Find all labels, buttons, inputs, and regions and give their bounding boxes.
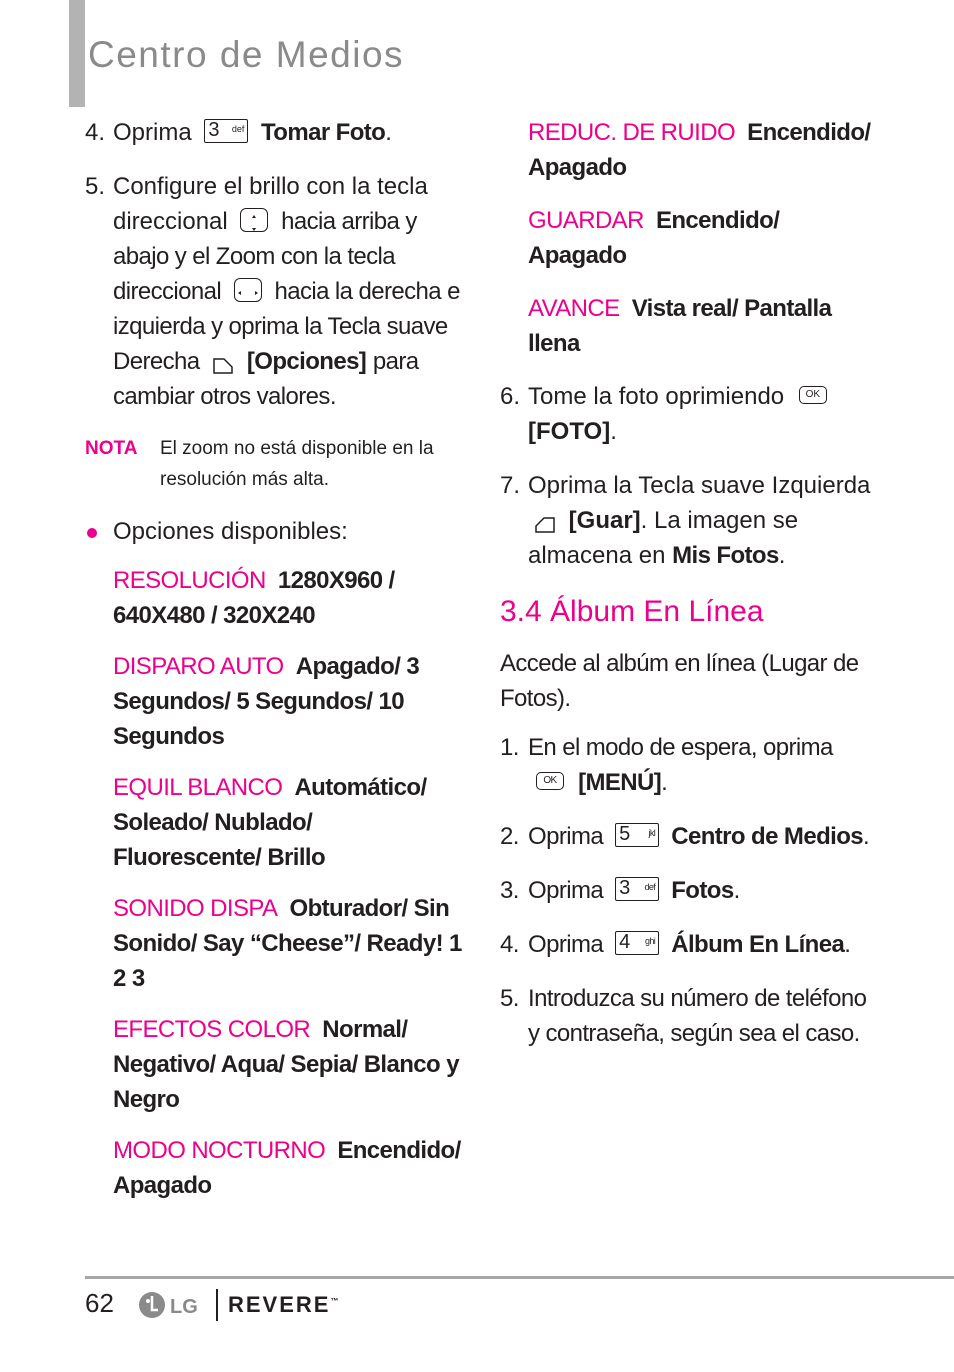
key-3-icon: 3 def	[204, 119, 248, 143]
brand-name: REVERE™	[228, 1292, 339, 1317]
option-avance	[500, 291, 880, 361]
list-item-album-3: 3. Oprima 3 def Fotos.	[500, 873, 880, 908]
option-value: Normal/ Negativo/ Aqua/ Sepia/ Blanco y Negro	[113, 1016, 459, 1113]
key-3-icon: 3 def	[615, 877, 659, 901]
option-modo-nocturno	[85, 1133, 465, 1203]
lg-logo	[138, 1290, 208, 1320]
ok-key-icon: OK	[799, 386, 827, 404]
step-number: 3.	[500, 877, 519, 904]
list-item-step5: 5. Configure el brillo con la tecla direccional hacia arriba y abajo y el Zoom con la tecla direccional hacia la derecha e izquierda y oprima la Tecla suave Derecha [Opciones] para cambiar otros valores.	[85, 169, 465, 414]
list-item-album-2: 2. Oprima 5 jkl Centro de Medios.	[500, 819, 880, 854]
list-item-album-5: 5. Introduzca su número de teléfono y contraseña, según sea el caso.	[500, 981, 880, 1051]
list-item-album-4: 4. Oprima 4 ghi Álbum En Línea.	[500, 927, 880, 962]
option-value: Encendido/ Apagado	[528, 207, 780, 269]
left-soft-key-icon	[534, 509, 556, 529]
page-title: Centro de Medios	[88, 34, 405, 75]
nav-key-leftright-icon	[234, 278, 262, 302]
ok-key-icon: OK	[536, 772, 564, 790]
header-bar	[69, 0, 85, 107]
step-number: 5.	[500, 985, 519, 1012]
option-label: MODO NOCTURNO	[113, 1137, 326, 1164]
nav-key-updown-icon	[240, 208, 268, 232]
step-action: Tomar Foto	[261, 119, 386, 146]
bullet-item: Opciones disponibles:	[85, 514, 465, 549]
list-item-step7: 7. Oprima la Tecla suave Izquierda [Guar]. La imagen se almacena en Mis Fotos.	[500, 468, 880, 573]
note-label: NOTA	[85, 438, 138, 459]
left-column	[85, 115, 465, 1219]
step-number: 6.	[500, 383, 521, 410]
logo-separator	[216, 1289, 218, 1321]
option-label: DISPARO AUTO	[113, 653, 284, 680]
option-value: Apagado/ 3 Segundos/ 5 Segundos/ 10 Segundos	[113, 653, 420, 750]
note-text: El zoom no está disponible en la resolución más alta.	[160, 438, 434, 490]
option-label: GUARDAR	[528, 207, 644, 234]
key-5-icon: 5 jkl	[615, 823, 659, 847]
option-guardar	[500, 203, 880, 273]
option-value: Encendido/ Apagado	[113, 1137, 461, 1199]
option-label: SONIDO DISPA	[113, 895, 278, 922]
logo-text: LG	[170, 1296, 198, 1318]
option-value: Encendido/ Apagado	[528, 119, 871, 181]
step-number: 4.	[500, 931, 519, 958]
step-number: 4.	[85, 119, 106, 146]
key-4-icon: 4 ghi	[615, 931, 659, 955]
list-item-step4: 4. Oprima 3 def Tomar Foto.	[85, 115, 465, 150]
option-value: 1280X960 / 640X480 / 320X240	[113, 567, 395, 629]
step-text: Configure el brillo con la tecla direccional	[113, 173, 428, 235]
step-number: 5.	[85, 173, 106, 200]
option-label: EQUIL BLANCO	[113, 774, 283, 801]
option-efectos-color	[85, 1012, 465, 1117]
bullet-dot-icon	[87, 528, 97, 538]
option-value: Obturador/ Sin Sonido/ Say “Cheese”/ Ready! 1 2 3	[113, 895, 462, 992]
section-intro: Accede al albúm en línea (Lugar de Fotos).	[500, 650, 859, 712]
right-column	[500, 115, 880, 1070]
right-soft-key-icon	[212, 350, 234, 370]
option-label: RESOLUCIÓN	[113, 567, 266, 594]
page-number: 62	[85, 1288, 114, 1318]
option-value: Vista real/ Pantalla llena	[528, 295, 832, 357]
step-number: 1.	[500, 734, 519, 761]
list-item-step6: 6. Tome la foto oprimiendo OK [FOTO].	[500, 379, 880, 449]
list-item-album-1: 1. En el modo de espera, oprima OK [MENÚ].	[500, 730, 880, 800]
step-number: 7.	[500, 472, 521, 499]
option-value: Automático/ Soleado/ Nublado/ Fluorescente/ Brillo	[113, 774, 427, 871]
footer-rule	[85, 1276, 954, 1279]
step-text: Oprima	[113, 119, 192, 146]
section-heading: 3.4 Álbum En Línea	[500, 595, 764, 628]
option-equil-blanco	[85, 770, 465, 875]
option-disparo-auto	[85, 649, 465, 754]
note	[85, 433, 465, 495]
option-label: REDUC. DE RUIDO	[528, 119, 736, 146]
step-number: 2.	[500, 823, 519, 850]
option-sonido-dispa	[85, 891, 465, 996]
option-resolucion	[85, 563, 465, 633]
option-label: AVANCE	[528, 295, 620, 322]
option-label: EFECTOS COLOR	[113, 1016, 311, 1043]
option-reduc-ruido	[500, 115, 880, 185]
